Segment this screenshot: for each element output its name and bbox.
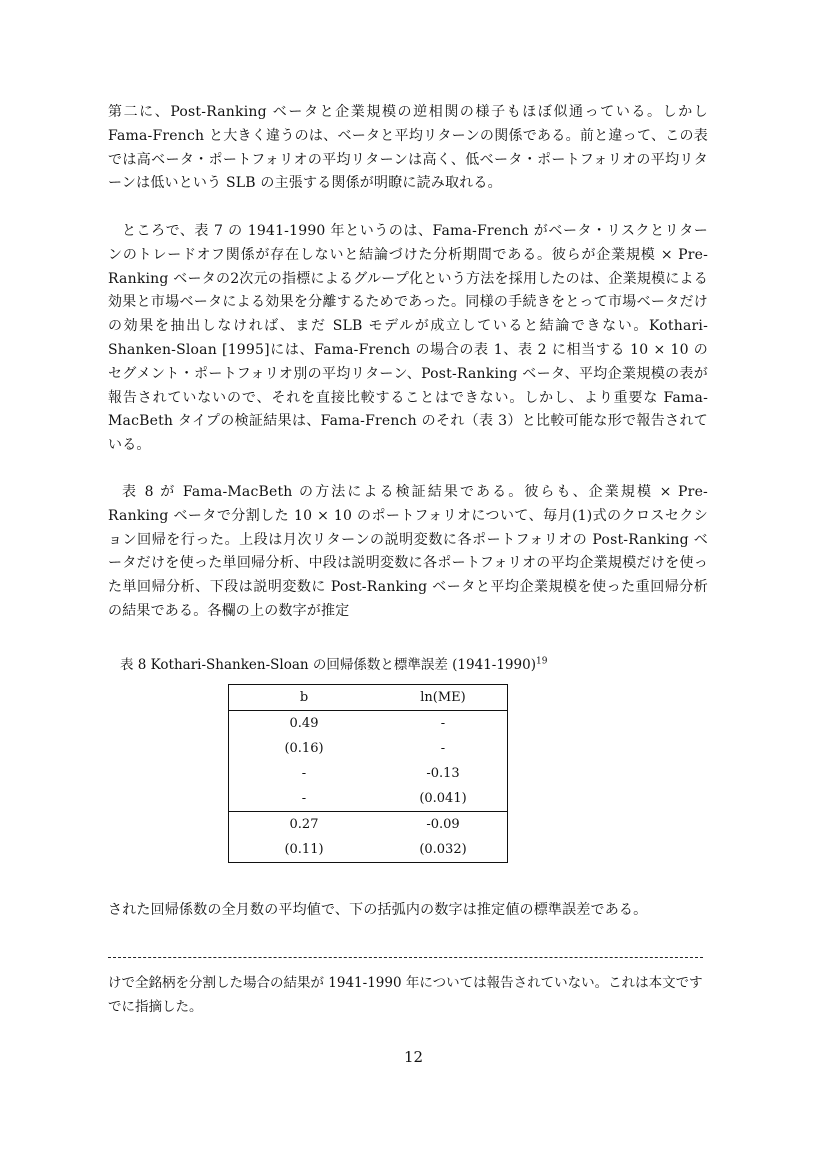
table-row	[229, 736, 508, 761]
footnote-divider	[108, 957, 703, 958]
table-cell: -0.13	[426, 766, 460, 781]
table-cell: -0.09	[379, 812, 508, 838]
paragraph-1: 第二に、Post-Ranking ベータと企業規模の逆相関の様子もほぼ似通っている。しかし Fama-French と大きく違うのは、ベータと平均リターンの関係である。前と違って、この表では高ベータ・ポートフォリオの平均リターンは高く、低ベータ・ポートフォリオの平均リターンは低いという SLB の主張する関係が明瞭に読み取れる。	[108, 104, 708, 192]
footnote-marker: 19	[535, 656, 548, 667]
table-cell: (0.041)	[419, 791, 467, 806]
table-row	[229, 761, 508, 786]
column-header-ln-me: ln(ME)	[379, 685, 508, 711]
table-row	[229, 711, 508, 737]
paragraph-4: された回帰係数の全月数の平均値で、下の括弧内の数字は推定値の標準誤差である。	[108, 902, 648, 918]
table-cell: 0.49	[289, 716, 319, 731]
paragraph-2: ところで、表 7 の 1941-1990 年というのは、Fama-French がベータ・リスクとリターンのトレードオフ関係が存在しないと結論づけた分析期間である。彼らが企業規模 × Pre-Ranking ベータの2次元の指標によるグループ化という方法を採用したのは、企業規模による効果と市場ベータによる効果を分離するためであった。同様の手続きをとって市場ベータだけの効果を抽出しなければ、まだ SLB モデルが成立していると結論できない。Kothari-Shanken-Sloan [1995]には、Fama-French の場合の表 1、表 2 に相当する 10 × 10 のセグメント・ポートフォリオ別の平均リターン、Post-Ranking ベータ、平均企業規模の表が報告されていないので、それを直接比較することはできない。しかし、より重要な Fama-MacBeth タイプの検証結果は、Fama-French のそれ（表 3）と比較可能な形で報告されている。	[108, 223, 708, 454]
table-caption-text: 表 8 Kothari-Shanken-Sloan の回帰係数と標準誤差 (1941-1990)	[120, 657, 536, 673]
paragraph-3: 表 8 が Fama-MacBeth の方法による検証結果である。彼らも、企業規模 × Pre-Ranking ベータで分割した 10 × 10 のポートフォリオについて、毎月(1)式のクロスセクション回帰を行った。上段は月次リターンの説明変数に各ポートフォリオの Post-Ranking ベータだけを使った単回帰分析、中段は説明変数に各ポートフォリオの平均企業規模だけを使った単回帰分析、下段は説明変数に Post-Ranking ベータと平均企業規模を使った重回帰分析の結果である。各欄の上の数字が推定	[108, 484, 708, 619]
column-header-b: b	[229, 685, 380, 711]
table-cell: (0.16)	[284, 741, 324, 756]
table-cell: -	[301, 791, 307, 806]
footnote: けで全銘柄を分割した場合の結果が 1941-1990 年については報告されていない。これは本文ですでに指摘した。	[108, 975, 703, 1015]
table-cell: -	[301, 766, 307, 781]
table-cell: -	[440, 716, 446, 731]
table-cell: (0.032)	[419, 842, 467, 857]
table-cell: -	[440, 741, 446, 756]
table-caption	[120, 653, 720, 673]
table-row	[229, 786, 508, 812]
table-header-row	[229, 685, 508, 711]
table-row	[229, 837, 508, 863]
table-cell: 0.27	[229, 812, 380, 838]
page-number: 12	[403, 1048, 424, 1066]
table-row	[229, 812, 508, 838]
regression-table	[228, 684, 508, 863]
table-cell: (0.11)	[284, 842, 324, 857]
